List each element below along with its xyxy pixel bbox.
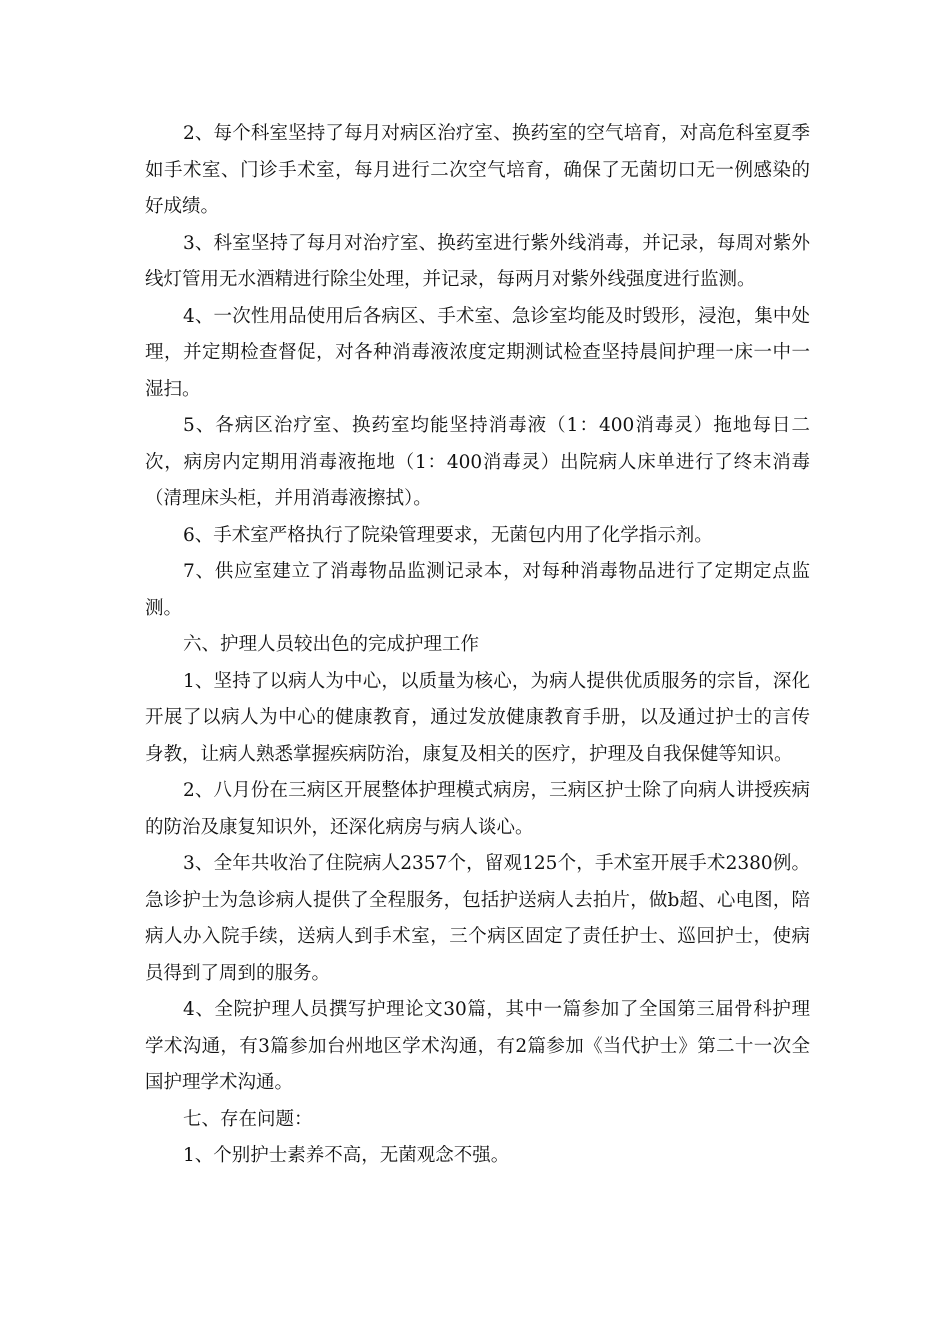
paragraph-annual-statistics: 3、全年共收治了住院病人2357个，留观125个，手术室开展手术2380例。急诊护士为急诊病人提供了全程服务，包括护送病人去拍片，做b超、心电图，陪病人办入院手续，送病人到手术室，三个病区固定了责任护士、巡回护士，使病员得到了周到的服务。	[145, 853, 810, 984]
section-heading-problems: 七、存在问题：	[183, 1108, 313, 1130]
paragraph-disinfection-air-culture: 2、每个科室坚持了每月对病区治疗室、换药室的空气培育，对高危科室夏季如手术室、门诊手术室，每月进行二次空气培育，确保了无菌切口无一例感染的好成绩。	[145, 123, 810, 217]
paragraph-holistic-nursing: 2、八月份在三病区开展整体护理模式病房，三病区护士除了向病人讲授疾病的防治及康复知识外，还深化病房与病人谈心。	[145, 780, 810, 838]
paragraph-supply-room: 7、供应室建立了消毒物品监测记录本，对每种消毒物品进行了定期定点监测。	[145, 561, 810, 619]
paragraph-patient-centered: 1、坚持了以病人为中心，以质量为核心，为病人提供优质服务的宗旨，深化开展了以病人为中心的健康教育，通过发放健康教育手册，以及通过护士的言传身教，让病人熟悉掌握疾病防治，康复及相关的医疗，护理及自我保健等知识。	[145, 670, 810, 765]
paragraph-problem-1: 1、个别护士素养不高，无菌观念不强。	[183, 1145, 510, 1166]
paragraph-floor-disinfection: 5、各病区治疗室、换药室均能坚持消毒液（1：400消毒灵）拖地每日二次，病房内定期用消毒液拖地（1：400消毒灵）出院病人床单进行了终末消毒（清理床头柜，并用消毒液擦拭）。	[145, 415, 810, 509]
document-body	[145, 116, 810, 1175]
paragraph-operating-room: 6、手术室严格执行了院染管理要求，无菌包内用了化学指示剂。	[183, 524, 713, 546]
paragraph-nursing-papers: 4、全院护理人员撰写护理论文30篇，其中一篇参加了全国第三届骨科护理学术沟通，有3篇参加台州地区学术沟通，有2篇参加《当代护士》第二十一次全国护理学术沟通。	[145, 999, 810, 1093]
paragraph-uv-disinfection: 3、科室坚持了每月对治疗室、换药室进行紫外线消毒，并记录，每周对紫外线灯管用无水酒精进行除尘处理，并记录，每两月对紫外线强度进行监测。	[145, 232, 810, 290]
section-heading-nursing-work: 六、护理人员较出色的完成护理工作	[183, 634, 480, 655]
paragraph-disposable-items: 4、一次性用品使用后各病区、手术室、急诊室均能及时毁形，浸泡，集中处理，并定期检查督促，对各种消毒液浓度定期测试检查坚持晨间护理一床一中一湿扫。	[145, 305, 810, 400]
